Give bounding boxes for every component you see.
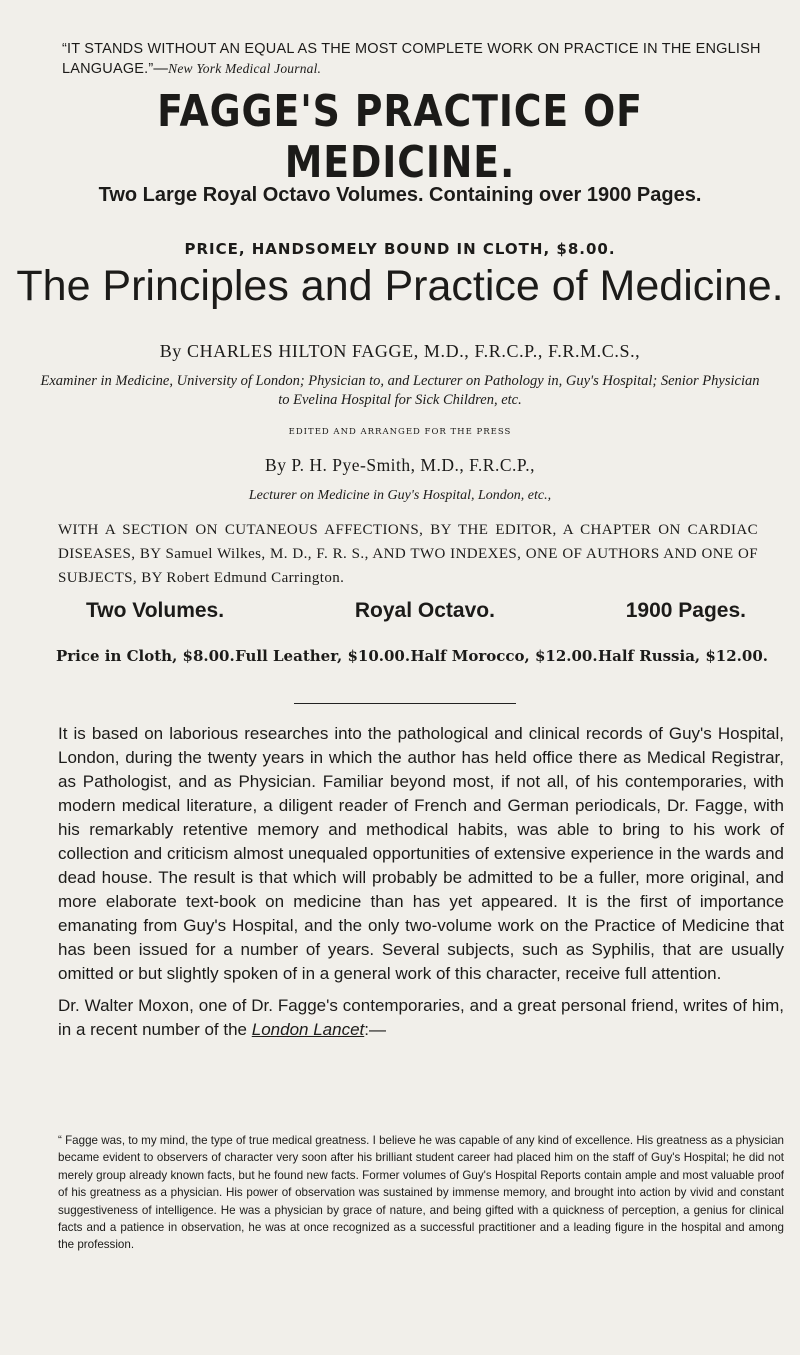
body-paragraph-2 — [58, 994, 784, 1042]
paragraph-2-tail: :— — [364, 1020, 386, 1039]
book-short-title: FAGGE'S PRACTICE OF MEDICINE. — [157, 86, 643, 188]
quoted-letter: “ Fagge was, to my mind, the type of true medical greatness. I believe he was capable of any kind of excellence. His greatness as a physician became evident to observers of character very soon after his brilliant student career had placed him on the staff of Guy's Hospital; he did not merely group already known facts, but he found new facts. Former volumes of Guy's Hospital Reports contain ample and most valuable proof of his greatness as a physician. His power of observation was sustained by immense memory, and brought into action by vivid and constant suggestiveness of intelligence. He was a physician by grace of nature, and being gifted with a quickness of perception, a genius for clinical facts and a patience in observation, he was at once recognized as a successful practitioner and a leading figure in the hospital and among the profession. — [58, 1134, 784, 1252]
header-quote — [62, 40, 762, 79]
section-note: WITH A SECTION ON CUTANEOUS AFFECTIONS, BY THE EDITOR, A CHAPTER ON CARDIAC DISEASES, BY Samuel Wilkes, M. D., F. R. S., AND TWO INDEXES, ONE OF AUTHORS AND ONE OF SUBJECTS, BY Robert Edmund Carrington. — [58, 522, 758, 586]
header-quote-text: “IT STANDS WITHOUT AN EQUAL AS THE MOST COMPLETE WORK ON PRACTICE IN THE ENGLISH LANGUAGE.”— — [62, 41, 761, 77]
body-text — [58, 722, 784, 1050]
spec-pages: 1900 Pages. — [625, 599, 746, 622]
volumes-line: Two Large Royal Octavo Volumes. Containing over 1900 Pages. — [98, 184, 702, 206]
editor-line: By P. H. Pye-Smith, M.D., F.R.C.P., — [265, 455, 535, 475]
paragraph-2-lead: Dr. Walter Moxon, one of Dr. Fagge's contemporaries, and a great personal friend, writes of him, in a recent number of the — [58, 996, 784, 1039]
price-morocco: Half Morocco, $12.00. — [410, 647, 598, 665]
header-quote-source: New York Medical Journal. — [168, 61, 322, 76]
divider-rule — [294, 703, 516, 704]
author-line: By CHARLES HILTON FAGGE, M.D., F.R.C.P., F.R.M.C.S., — [159, 341, 641, 361]
spec-format: Royal Octavo. — [354, 599, 495, 622]
author-credentials: Examiner in Medicine, University of London; Physician to, and Lecturer on Pathology in, Guy's Hospital; Senior Physician to Evelina Hospital for Sick Children, etc. — [40, 373, 760, 408]
price-leather: Full Leather, $10.00. — [235, 647, 411, 665]
book-full-title: The Principles and Practice of Medicine. — [16, 262, 784, 310]
price-russia: Half Russia, $12.00. — [597, 647, 768, 665]
editor-credentials: Lecturer on Medicine in Guy's Hospital, London, etc., — [248, 488, 552, 503]
edited-note: EDITED AND ARRANGED FOR THE PRESS — [288, 427, 512, 437]
prices-row — [56, 647, 768, 665]
specs-row — [86, 599, 746, 623]
lancet-title: London Lancet — [251, 1020, 365, 1039]
price-cloth: Price in Cloth, $8.00. — [56, 647, 235, 665]
spec-volumes: Two Volumes. — [86, 599, 225, 622]
price-line: PRICE, HANDSOMELY BOUND IN CLOTH, $8.00. — [184, 240, 616, 258]
body-paragraph-1: It is based on laborious researches into the pathological and clinical records of Guy's Hospital, London, during the twenty years in which the author has held office there as Medical Registrar, as Pathologist, and as Physician. Familiar beyond most, if not all, of his contemporaries, with modern medical literature, a diligent reader of French and German periodicals, Dr. Fagge, with his remarkably retentive memory and methodical habits, was able to bring to his work of collection and criticism almost unequaled opportunities of extensive experience in the wards and dead house. The result is that which will probably be admitted to be a fuller, more original, and more elaborate text-book on medicine than has yet appeared. It is the first of importance emanating from Guy's Hospital, and the only two-volume work on the Practice of Medicine that has been issued for a number of years. Several subjects, such as Syphilis, that are usually omitted or but slightly spoken of in a general work of this character, receive full attention. — [58, 724, 784, 983]
